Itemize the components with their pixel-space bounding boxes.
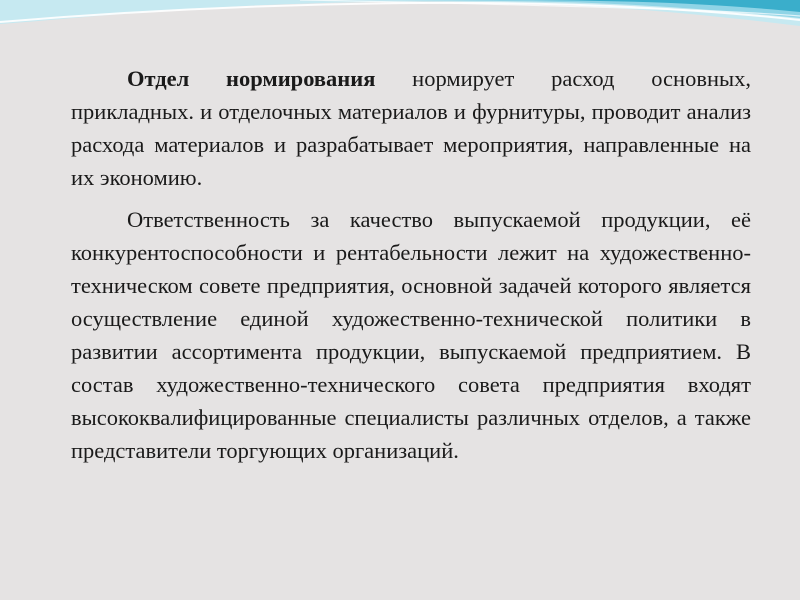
paragraph-text: Ответственность за качество выпускаемой продукции, её конкурентоспособности и рентабельности лежит на художественно-техническом совете предприятия, основной задачей которого является осуществление единой художественно-технической политики в развитии ассортимента продукции, выпускаемой предприятием. В состав художественно-технического совета предприятия входят высококвалифицированные специалисты различных отделов, а также представители торгующих организаций. xyxy=(71,207,751,463)
paragraph-quality-responsibility xyxy=(71,203,751,467)
decorative-wave-header xyxy=(0,0,800,60)
slide-body xyxy=(71,62,751,467)
paragraph-text: нормирует расход основных, прикладных. и отделочных материалов и фурнитуры, проводит анализ расхода материалов и разрабатывает мероприятия, направленные на их экономию. xyxy=(71,66,751,190)
paragraph-normalization-department xyxy=(71,62,751,194)
paragraph-lead: Отдел нормирования xyxy=(127,66,376,91)
